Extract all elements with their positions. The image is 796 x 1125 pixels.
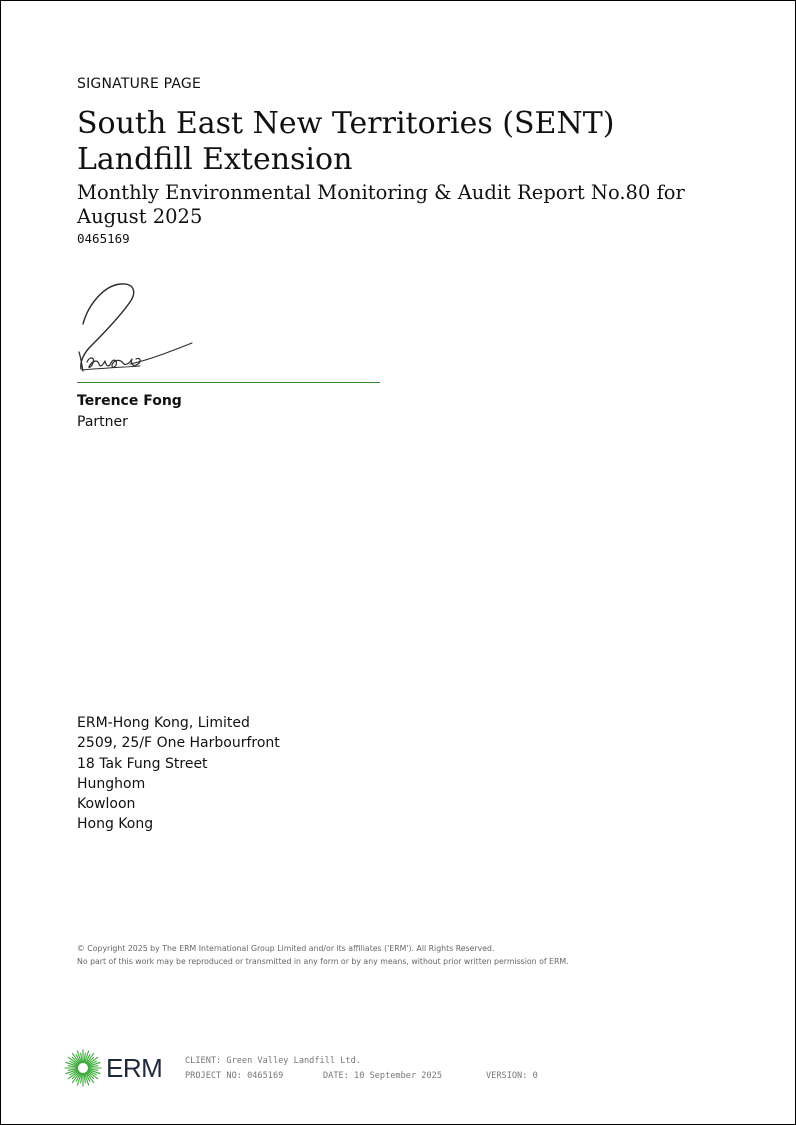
address-line: Hong Kong: [77, 816, 154, 833]
copyright-notice: [77, 942, 569, 968]
document-title: South East New Territories (SENT) Landfill Extension: [77, 106, 615, 177]
address-line: 18 Tak Fung Street: [77, 755, 208, 772]
reference-number: 0465169: [77, 231, 130, 246]
footer-version: VERSION: 0: [486, 1071, 538, 1081]
signer-role: Partner: [77, 414, 128, 430]
footer-client: CLIENT: Green Valley Landfill Ltd.: [185, 1056, 361, 1066]
footer-date: DATE: 10 September 2025: [323, 1071, 442, 1081]
section-label: SIGNATURE PAGE: [77, 76, 202, 92]
erm-logo: [64, 1049, 166, 1089]
reproduction-notice: No part of this work may be reproduced or transmitted in any form or by any means, without prior written permission of ERM.: [77, 957, 569, 966]
footer-project-number: PROJECT NO: 0465169: [185, 1071, 284, 1081]
erm-sunburst-icon: [64, 1049, 102, 1087]
company-address: [77, 713, 280, 835]
signature-line: [77, 382, 380, 383]
logo-wordmark: ERM: [106, 1053, 163, 1083]
address-line: ERM-Hong Kong, Limited: [77, 715, 250, 731]
address-line: 2509, 25/F One Harbourfront: [77, 735, 280, 752]
signer-name: Terence Fong: [77, 393, 182, 409]
document-subtitle: Monthly Environmental Monitoring & Audit Report No.80 for August 2025: [77, 181, 685, 228]
handwritten-signature: [74, 280, 198, 378]
address-line: Hunghom: [77, 775, 146, 792]
address-line: Kowloon: [77, 796, 136, 813]
copyright-line: © Copyright 2025 by The ERM International Group Limited and/or its affiliates ('ERM'). All Rights Reserved.: [77, 944, 495, 953]
